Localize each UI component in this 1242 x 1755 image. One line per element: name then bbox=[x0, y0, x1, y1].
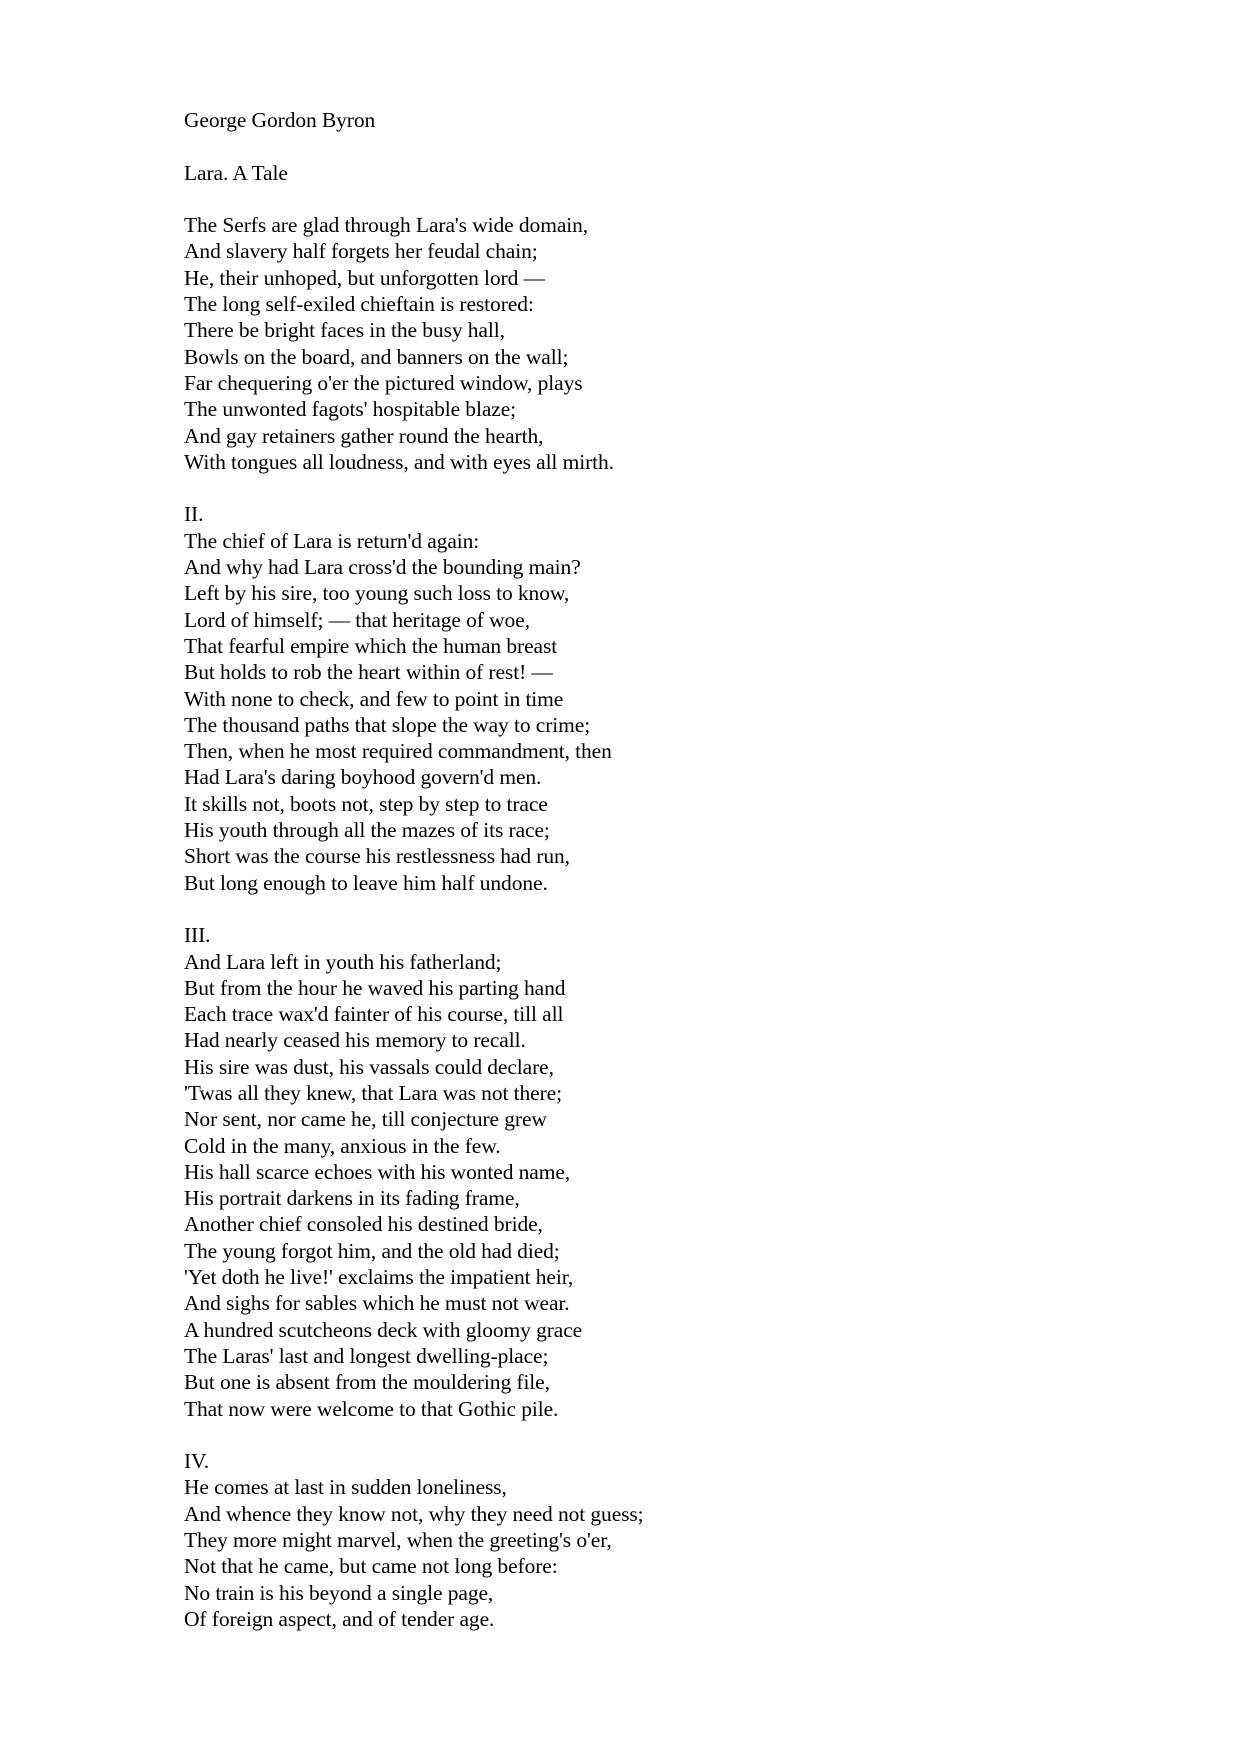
verse-line: Each trace wax'd fainter of his course, till all bbox=[184, 1002, 564, 1027]
verse-line: The young forgot him, and the old had died; bbox=[184, 1238, 560, 1263]
verse-line: Then, when he most required commandment, then bbox=[184, 739, 612, 764]
verse-line: That fearful empire which the human breast bbox=[184, 633, 558, 658]
spacer bbox=[184, 896, 1184, 922]
author-name: George Gordon Byron bbox=[184, 108, 376, 132]
spacer bbox=[184, 186, 1184, 212]
spacer bbox=[184, 133, 1184, 159]
verse-line: The chief of Lara is return'd again: bbox=[184, 528, 480, 553]
verse-line: He, their unhoped, but unforgotten lord — bbox=[184, 265, 545, 290]
verse-line: But holds to rob the heart within of rest! — bbox=[184, 660, 553, 685]
verse-line: And Lara left in youth his fatherland; bbox=[184, 949, 502, 974]
verse-line: His portrait darkens in its fading frame, bbox=[184, 1186, 520, 1211]
verse-line: With none to check, and few to point in time bbox=[184, 686, 564, 711]
poem-text bbox=[184, 107, 1184, 1632]
verse-line: The Serfs are glad through Lara's wide domain, bbox=[184, 213, 589, 238]
verse-line: The thousand paths that slope the way to crime; bbox=[184, 712, 591, 737]
verse-line: A hundred scutcheons deck with gloomy grace bbox=[184, 1317, 583, 1342]
verse-line: And sighs for sables which he must not wear. bbox=[184, 1291, 570, 1316]
stanza-heading: II. bbox=[184, 502, 204, 527]
verse-line: Short was the course his restlessness had run, bbox=[184, 844, 570, 869]
stanza-3 bbox=[184, 922, 1184, 1422]
verse-line: But long enough to leave him half undone. bbox=[184, 870, 548, 895]
verse-line: He comes at last in sudden loneliness, bbox=[184, 1475, 507, 1500]
verse-line: No train is his beyond a single page, bbox=[184, 1580, 494, 1605]
verse-line: And gay retainers gather round the hearth, bbox=[184, 423, 544, 448]
spacer bbox=[184, 1422, 1184, 1448]
stanza-1 bbox=[184, 212, 1184, 475]
verse-line: His youth through all the mazes of its race; bbox=[184, 818, 550, 843]
verse-line: With tongues all loudness, and with eyes all mirth. bbox=[184, 449, 614, 474]
verse-line: The Laras' last and longest dwelling-place; bbox=[184, 1343, 549, 1368]
verse-line: And slavery half forgets her feudal chain; bbox=[184, 239, 538, 264]
verse-line: His sire was dust, his vassals could declare, bbox=[184, 1054, 554, 1079]
verse-line: There be bright faces in the busy hall, bbox=[184, 318, 505, 343]
stanza-heading: IV. bbox=[184, 1449, 209, 1474]
stanza-heading: III. bbox=[184, 923, 211, 948]
verse-line: The unwonted fagots' hospitable blaze; bbox=[184, 397, 517, 422]
verse-line: 'Yet doth he live!' exclaims the impatient heir, bbox=[184, 1265, 574, 1290]
verse-line: 'Twas all they knew, that Lara was not there; bbox=[184, 1080, 562, 1105]
verse-line: They more might marvel, when the greeting's o'er, bbox=[184, 1528, 612, 1553]
verse-line: Left by his sire, too young such loss to know, bbox=[184, 581, 570, 606]
verse-line: Of foreign aspect, and of tender age. bbox=[184, 1606, 495, 1631]
verse-line: Cold in the many, anxious in the few. bbox=[184, 1133, 501, 1158]
stanza-2 bbox=[184, 501, 1184, 895]
verse-line: Had nearly ceased his memory to recall. bbox=[184, 1028, 526, 1053]
poem-title: Lara. A Tale bbox=[184, 160, 288, 185]
verse-line: Another chief consoled his destined bride, bbox=[184, 1212, 543, 1237]
verse-line: Had Lara's daring boyhood govern'd men. bbox=[184, 765, 542, 790]
verse-line: That now were welcome to that Gothic pile. bbox=[184, 1396, 559, 1421]
verse-line: But from the hour he waved his parting hand bbox=[184, 975, 566, 1000]
verse-line: His hall scarce echoes with his wonted name, bbox=[184, 1159, 571, 1184]
verse-line: But one is absent from the mouldering file, bbox=[184, 1370, 550, 1395]
spacer bbox=[184, 475, 1184, 501]
verse-line: Nor sent, nor came he, till conjecture grew bbox=[184, 1107, 547, 1132]
verse-line: Far chequering o'er the pictured window, plays bbox=[184, 370, 583, 395]
verse-line: And whence they know not, why they need not guess; bbox=[184, 1501, 644, 1526]
verse-line: Bowls on the board, and banners on the wall; bbox=[184, 344, 569, 369]
verse-line: Lord of himself; — that heritage of woe, bbox=[184, 607, 530, 632]
verse-line: The long self-exiled chieftain is restored: bbox=[184, 292, 534, 317]
verse-line: Not that he came, but came not long before: bbox=[184, 1554, 558, 1579]
stanza-4 bbox=[184, 1448, 1184, 1632]
verse-line: It skills not, boots not, step by step to trace bbox=[184, 791, 548, 816]
verse-line: And why had Lara cross'd the bounding main? bbox=[184, 555, 581, 580]
